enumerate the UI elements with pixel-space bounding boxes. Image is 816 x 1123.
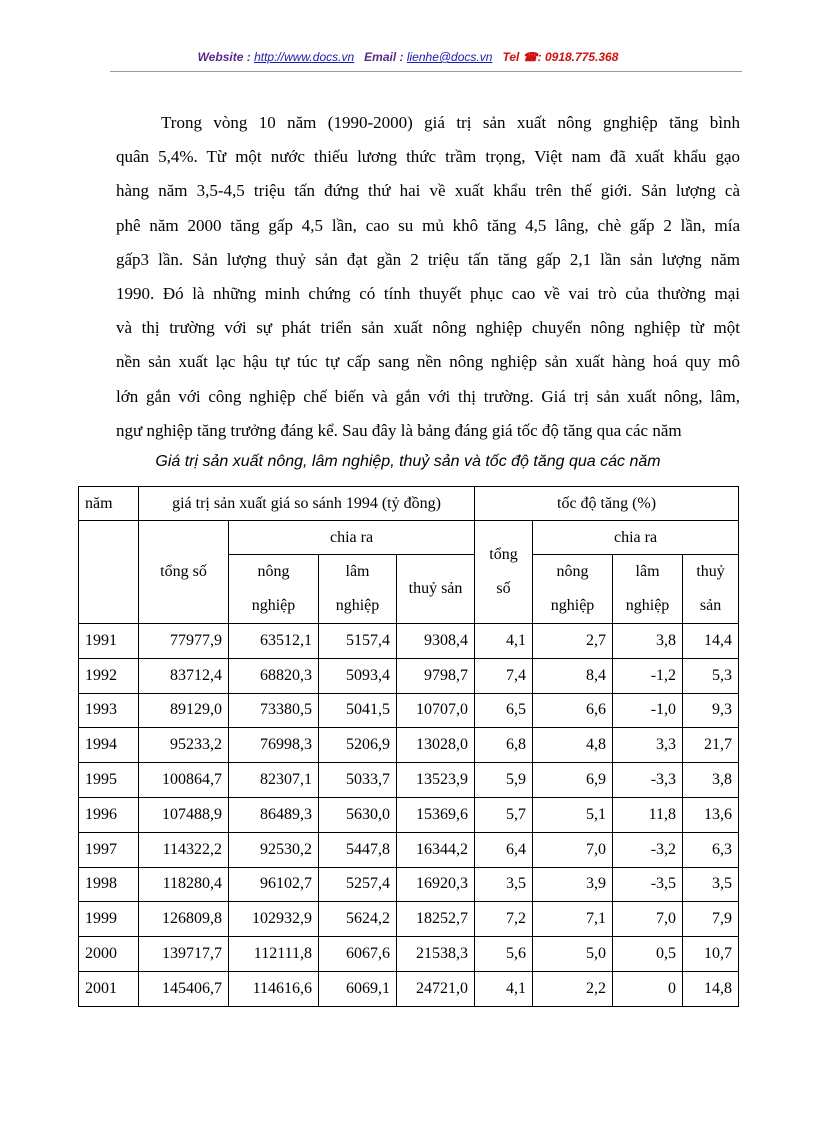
row-value: 5630,0 bbox=[319, 797, 397, 832]
table-caption: Giá trị sản xuất nông, lâm nghiệp, thuỷ sản và tốc độ tăng qua các năm bbox=[155, 453, 661, 470]
row-value: 6,5 bbox=[475, 693, 533, 728]
row-value: 4,1 bbox=[475, 624, 533, 659]
paragraph-line: gấp3 lần. Sản lượng thuỷ sản đạt gần 2 triệu tấn tăng gấp 2,1 lần sản lượng năm bbox=[116, 249, 740, 269]
row-value: 16920,3 bbox=[397, 867, 475, 902]
row-value: 9308,4 bbox=[397, 624, 475, 659]
row-value: -1,0 bbox=[613, 693, 683, 728]
row-value: 6,9 bbox=[533, 763, 613, 798]
row-value: 2,2 bbox=[533, 971, 613, 1006]
row-value: 76998,3 bbox=[229, 728, 319, 763]
row-value: 100864,7 bbox=[139, 763, 229, 798]
paragraph-line: hàng năm 3,5-4,5 triệu tấn đứng thứ hai về xuất khẩu trên thế giới. Sản lượng cà bbox=[116, 181, 740, 201]
row-value: 112111,8 bbox=[229, 937, 319, 972]
row-value: 4,8 bbox=[533, 728, 613, 763]
row-value: 5,1 bbox=[533, 797, 613, 832]
row-value: 5447,8 bbox=[319, 832, 397, 867]
row-value: 5,6 bbox=[475, 937, 533, 972]
row-value: 18252,7 bbox=[397, 902, 475, 937]
row-year: 1996 bbox=[79, 797, 139, 832]
row-value: 139717,7 bbox=[139, 937, 229, 972]
table-body bbox=[79, 624, 739, 1007]
row-value: 9798,7 bbox=[397, 658, 475, 693]
table-row bbox=[79, 971, 739, 1006]
row-value: 86489,3 bbox=[229, 797, 319, 832]
row-value: 8,4 bbox=[533, 658, 613, 693]
row-year: 1998 bbox=[79, 867, 139, 902]
row-value: 3,5 bbox=[683, 867, 739, 902]
row-value: 14,4 bbox=[683, 624, 739, 659]
row-value: 5093,4 bbox=[319, 658, 397, 693]
row-value: 7,1 bbox=[533, 902, 613, 937]
paragraph-line: quân 5,4%. Từ một nước thiếu lương thức trầm trọng, Việt nam đã xuất khẩu gạo bbox=[116, 147, 740, 167]
header-split-growth: chia ra bbox=[533, 521, 739, 555]
row-value: 5257,4 bbox=[319, 867, 397, 902]
row-value: 5,9 bbox=[475, 763, 533, 798]
row-value: 5,3 bbox=[683, 658, 739, 693]
row-value: 92530,2 bbox=[229, 832, 319, 867]
row-value: 6,3 bbox=[683, 832, 739, 867]
header-growth-total: tổng số bbox=[475, 521, 533, 624]
paragraph-line: ngư nghiệp tăng trưởng đáng kể. Sau đây là bảng đáng giá tốc độ tăng qua các năm bbox=[116, 420, 682, 440]
row-value: 114616,6 bbox=[229, 971, 319, 1006]
row-value: 21538,3 bbox=[397, 937, 475, 972]
row-value: 145406,7 bbox=[139, 971, 229, 1006]
row-value: 73380,5 bbox=[229, 693, 319, 728]
header-year-spacer bbox=[79, 521, 139, 624]
row-year: 2001 bbox=[79, 971, 139, 1006]
row-year: 1991 bbox=[79, 624, 139, 659]
header-agri: nông nghiệp bbox=[229, 555, 319, 624]
header-total: tổng số bbox=[139, 521, 229, 624]
row-value: 82307,1 bbox=[229, 763, 319, 798]
row-value: -1,2 bbox=[613, 658, 683, 693]
row-value: 11,8 bbox=[613, 797, 683, 832]
header-growth-fish: thuỷ sản bbox=[683, 555, 739, 624]
email-link[interactable]: lienhe@docs.vn bbox=[406, 50, 493, 64]
row-value: 6,4 bbox=[475, 832, 533, 867]
header-value-group: giá trị sản xuất giá so sánh 1994 (tỷ đồng) bbox=[139, 487, 475, 521]
row-value: 3,9 bbox=[533, 867, 613, 902]
table-row bbox=[79, 902, 739, 937]
row-value: 5033,7 bbox=[319, 763, 397, 798]
row-value: 102932,9 bbox=[229, 902, 319, 937]
row-value: 5206,9 bbox=[319, 728, 397, 763]
row-value: -3,3 bbox=[613, 763, 683, 798]
row-value: 13,6 bbox=[683, 797, 739, 832]
row-value: 3,5 bbox=[475, 867, 533, 902]
row-value: 7,0 bbox=[533, 832, 613, 867]
tel-label: Tel bbox=[502, 50, 520, 64]
email-label: Email : bbox=[364, 50, 404, 64]
table-row bbox=[79, 832, 739, 867]
body-paragraph bbox=[116, 106, 740, 448]
row-value: 7,9 bbox=[683, 902, 739, 937]
row-value: 10,7 bbox=[683, 937, 739, 972]
row-value: 13028,0 bbox=[397, 728, 475, 763]
row-value: 3,8 bbox=[613, 624, 683, 659]
row-value: 15369,6 bbox=[397, 797, 475, 832]
table-row bbox=[79, 867, 739, 902]
row-value: 6069,1 bbox=[319, 971, 397, 1006]
row-value: 68820,3 bbox=[229, 658, 319, 693]
header-divider bbox=[110, 71, 742, 72]
header-split-value: chia ra bbox=[229, 521, 475, 555]
row-value: 2,7 bbox=[533, 624, 613, 659]
row-year: 1994 bbox=[79, 728, 139, 763]
row-value: 126809,8 bbox=[139, 902, 229, 937]
paragraph-line: và thị trường với sự phát triển sản xuất nông nghiệp chuyển nông nghiệp từ một bbox=[116, 318, 740, 338]
table-row bbox=[79, 728, 739, 763]
paragraph-line: Trong vòng 10 năm (1990-2000) giá trị sản xuất nông gnghiệp tăng bình bbox=[161, 113, 740, 132]
row-year: 1997 bbox=[79, 832, 139, 867]
paragraph-line: nền sản xuất lạc hậu tự túc tự cấp sang nền nông nghiệp sản xuất hàng hoá quy mô bbox=[116, 352, 740, 372]
row-value: 7,4 bbox=[475, 658, 533, 693]
row-value: 5,7 bbox=[475, 797, 533, 832]
header-growth-forest: lâm nghiệp bbox=[613, 555, 683, 624]
table-row bbox=[79, 624, 739, 659]
header-growth-group: tốc độ tăng (%) bbox=[475, 487, 739, 521]
row-value: 5157,4 bbox=[319, 624, 397, 659]
row-year: 1999 bbox=[79, 902, 139, 937]
row-value: 118280,4 bbox=[139, 867, 229, 902]
row-value: 7,0 bbox=[613, 902, 683, 937]
row-year: 2000 bbox=[79, 937, 139, 972]
row-value: 95233,2 bbox=[139, 728, 229, 763]
header-forest: lâm nghiệp bbox=[319, 555, 397, 624]
row-value: 6067,6 bbox=[319, 937, 397, 972]
page-header bbox=[0, 50, 816, 64]
row-value: -3,5 bbox=[613, 867, 683, 902]
table-row bbox=[79, 937, 739, 972]
header-growth-agri: nông nghiệp bbox=[533, 555, 613, 624]
row-value: 14,8 bbox=[683, 971, 739, 1006]
row-value: 77977,9 bbox=[139, 624, 229, 659]
row-value: 4,1 bbox=[475, 971, 533, 1006]
row-value: 63512,1 bbox=[229, 624, 319, 659]
header-fish: thuỷ sản bbox=[397, 555, 475, 624]
row-value: 0,5 bbox=[613, 937, 683, 972]
row-value: 24721,0 bbox=[397, 971, 475, 1006]
tel-number: : 0918.775.368 bbox=[537, 50, 619, 64]
row-year: 1992 bbox=[79, 658, 139, 693]
row-year: 1993 bbox=[79, 693, 139, 728]
row-value: 6,8 bbox=[475, 728, 533, 763]
row-value: 96102,7 bbox=[229, 867, 319, 902]
row-value: 89129,0 bbox=[139, 693, 229, 728]
row-value: 13523,9 bbox=[397, 763, 475, 798]
row-value: 114322,2 bbox=[139, 832, 229, 867]
row-value: -3,2 bbox=[613, 832, 683, 867]
row-year: 1995 bbox=[79, 763, 139, 798]
row-value: 21,7 bbox=[683, 728, 739, 763]
table-row bbox=[79, 797, 739, 832]
row-value: 7,2 bbox=[475, 902, 533, 937]
row-value: 10707,0 bbox=[397, 693, 475, 728]
header-year: năm bbox=[79, 487, 139, 521]
row-value: 107488,9 bbox=[139, 797, 229, 832]
table-row bbox=[79, 763, 739, 798]
website-label: Website : bbox=[197, 50, 251, 64]
paragraph-line: lớn gắn với công nghiệp chế biến và gắn với thị trường. Giá trị sản xuất nông, lâm, bbox=[116, 386, 740, 406]
production-table bbox=[78, 486, 739, 1007]
table-row bbox=[79, 693, 739, 728]
row-value: 5624,2 bbox=[319, 902, 397, 937]
row-value: 3,8 bbox=[683, 763, 739, 798]
row-value: 6,6 bbox=[533, 693, 613, 728]
row-value: 0 bbox=[613, 971, 683, 1006]
table-row bbox=[79, 658, 739, 693]
row-value: 5041,5 bbox=[319, 693, 397, 728]
row-value: 16344,2 bbox=[397, 832, 475, 867]
row-value: 83712,4 bbox=[139, 658, 229, 693]
row-value: 3,3 bbox=[613, 728, 683, 763]
row-value: 5,0 bbox=[533, 937, 613, 972]
row-value: 9,3 bbox=[683, 693, 739, 728]
paragraph-line: phê năm 2000 tăng gấp 4,5 lần, cao su mủ khô tăng 4,5 lâng, chè gấp 2 lần, mía bbox=[116, 215, 740, 235]
phone-icon: ☎ bbox=[522, 50, 538, 64]
paragraph-line: 1990. Đó là những minh chứng có tính thuyết phục cao về vai trò của thường mại bbox=[116, 283, 740, 303]
website-link[interactable]: http://www.docs.vn bbox=[254, 50, 355, 64]
